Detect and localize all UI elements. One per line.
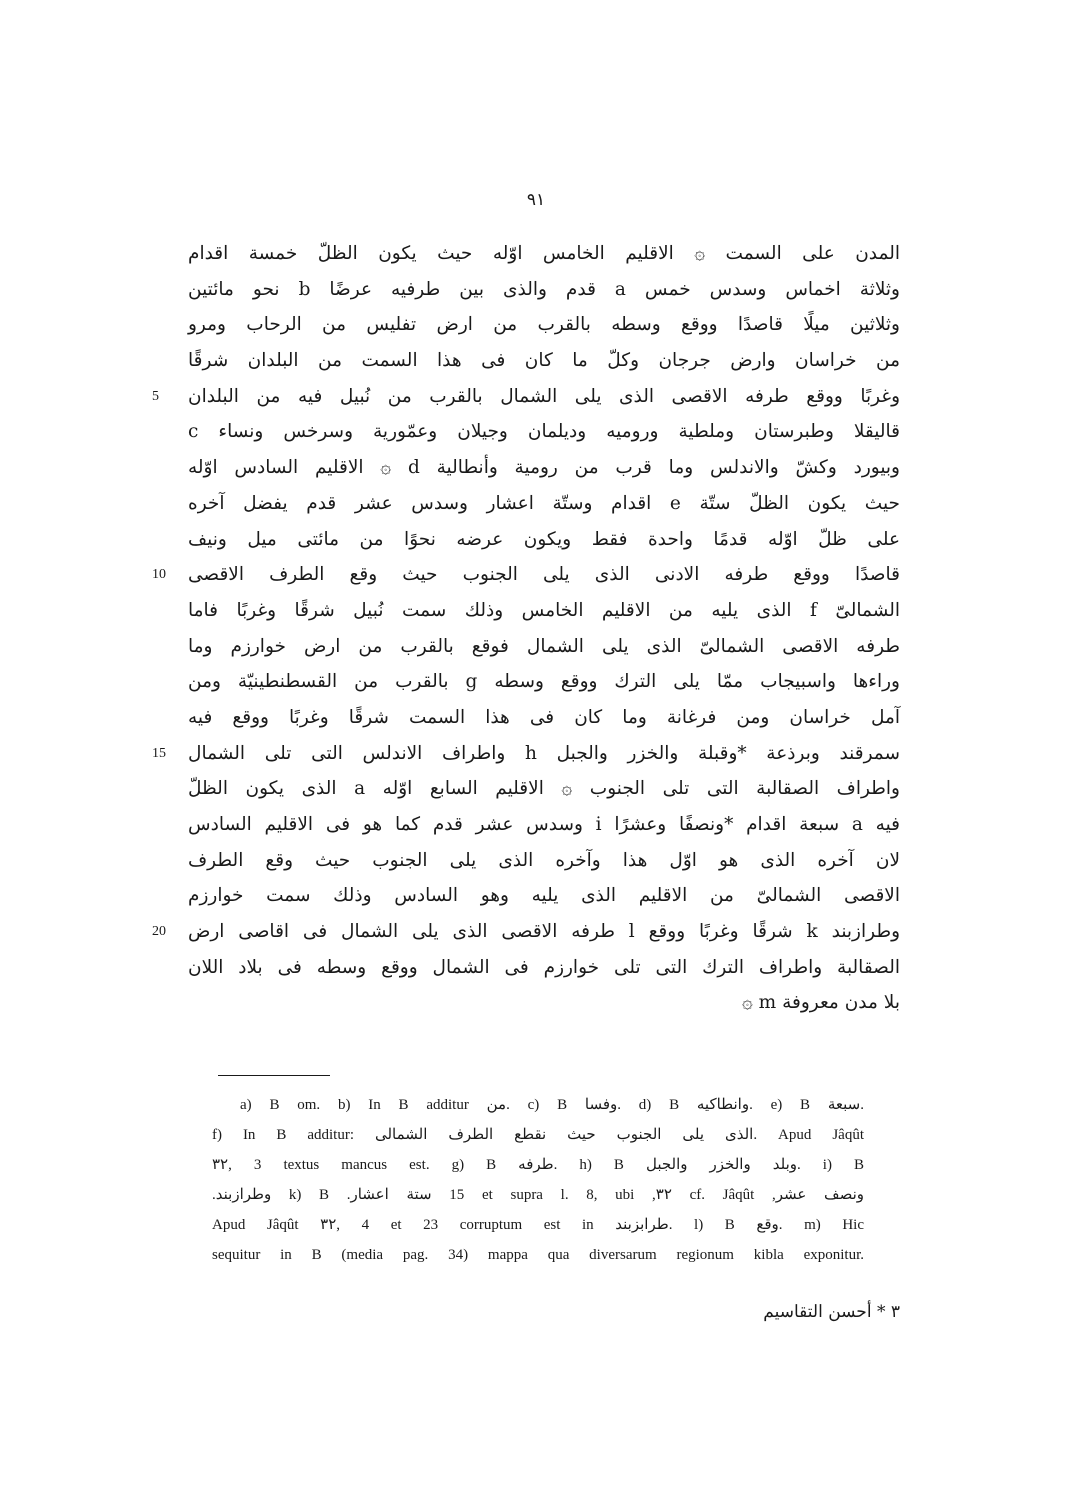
footnotes [212, 1090, 864, 1270]
text-line: وبيورد وكشّ والاندلس وما قرب من رومية وأنطالية d ۞ الاقليم السادس اوّله [188, 457, 900, 479]
text-line: قاصدًا ووقع طرفه الادنى الذى يلى الجنوب حيث وقع الطرف الاقصى 10 [160, 557, 900, 593]
line-number: 15 [152, 745, 166, 761]
footnote-line: ونصف عشر, cf. Jâqût ٣٢, 15 et supra l. 8, ubi ستة اعشار. k) B وطرازبند. [212, 1187, 865, 1203]
text-line: واطراف الصقالبة التى تلى الجنوب ۞ الاقليم السابع اوّله a الذى يكون الظلّ [188, 778, 900, 800]
text-line: الصقالبة واطراف الترك التى تلى خوارزم فى الشمال ووقع وسطه فى بلاد اللان [188, 956, 900, 978]
text-line: لان آخره الذى هو اوّل هذا وآخره الذى يلى الجنوب حيث وقع الطرف [188, 849, 900, 871]
page-number: ٩١ [526, 190, 546, 210]
text-line: قاليقلا وطبرستان وملطية وروميه وديلمان وجيلان وعمّورية وسرخس ونساء c [188, 421, 900, 443]
text-line: وثلاثة اخماس وسدس خمس a قدم والذى بين طرفيه عرضًا b نحو مائتين [188, 278, 900, 300]
footnote-line: Apud Jâqût ٣٢, 4 et 23 corruptum est in طرابزبند. l) B وقع. m) Hic [212, 1217, 865, 1233]
text-line: طرفه الاقصى الشمالىّ الذى يلى الشمال فوقع بالقرب من ارض خوارزم وما [188, 635, 900, 657]
footnote-line: sequitur in B (media pag. 34) mappa qua diversarum regionum kibla exponitur. [212, 1247, 864, 1263]
text-line: آمل خراسان ومن فرغانة وما كان فى هذا السمت شرقًا وغربًا ووقع فيه [188, 706, 900, 728]
text-line: وراءها واسبيجاب ممّا يلى الترك ووقع وسطه g بالقرب من القسطنطينيّة ومن [188, 671, 900, 693]
text-line: بلا مدن معروفة m ۞ [741, 992, 900, 1014]
text-line: المدن على السمت ۞ الاقليم الخامس اوّله حيث يكون الظلّ خمسة اقدام [188, 243, 900, 264]
main-text [152, 236, 901, 1021]
footnote-divider [218, 1075, 330, 1076]
footnote-line: a) B om. b) In B additur من. c) B وفسا. d) B وانطاكيه. e) B سبعة. [240, 1097, 864, 1113]
text-line: الاقصى الشمالىّ من الاقليم الذى يليه وهو السادس وذلك سمت خوارزم [188, 885, 900, 907]
footnote-line: ٣٢, 3 textus mancus est. g) B طرفه. h) B وبلد والخزر والجبل. i) B [212, 1157, 864, 1173]
line-number: 5 [152, 388, 159, 404]
line-number: 10 [152, 567, 166, 583]
footnote-line: f) In B additur: الذى يلى الجنوب حيث نقطع الطرف الشمالى. Apud Jâqût [212, 1127, 864, 1143]
line-number: 20 [152, 924, 166, 940]
text-line: حيث يكون الظلّ ستّة e اقدام وستّة اعشار وسدس عشر قدم يفضل آخره [188, 492, 900, 514]
text-line: وغربًا ووقع طرفه الاقصى الذى يلى الشمال بالقرب من نُبيل فيه من البلدان 5 [160, 379, 900, 415]
text-line: على ظلّ اوّله قدمًا واحدة فقط ويكون عرضه نحوًا من مائتى ميل ونيف [188, 528, 900, 550]
text-line: سمرقند وبرذعة *وقبلة والخزر والجبل h واطراف الاندلس التى تلى الشمال 15 [160, 736, 900, 772]
text-line: وطرازبند k شرقًا وغربًا ووقع l طرفه الاقصى الذى يلى الشمال فى اقاصى ارض 20 [160, 914, 900, 950]
text-line: فيه a سبعة اقدام *ونصفًا وعشرًا i وسدس عشر قدم كما هو فى الاقليم السادس [188, 814, 900, 835]
text-line: من خراسان وارض جرجان وكلّ ما كان فى هذا السمت من البلدان شرقًا [188, 350, 900, 372]
text-line: وثلاثين ميلًا قاصدًا ووقع وسطه بالقرب من ارض تفليس من الرحاب ومرو [188, 314, 900, 336]
text-line: الشمالىّ f الذى يليه من الاقليم الخامس وذلك سمت نُبيل شرقًا وغربًا فاما [188, 599, 900, 621]
signature-mark: ٣ * أحسن التقاسيم [763, 1302, 900, 1322]
